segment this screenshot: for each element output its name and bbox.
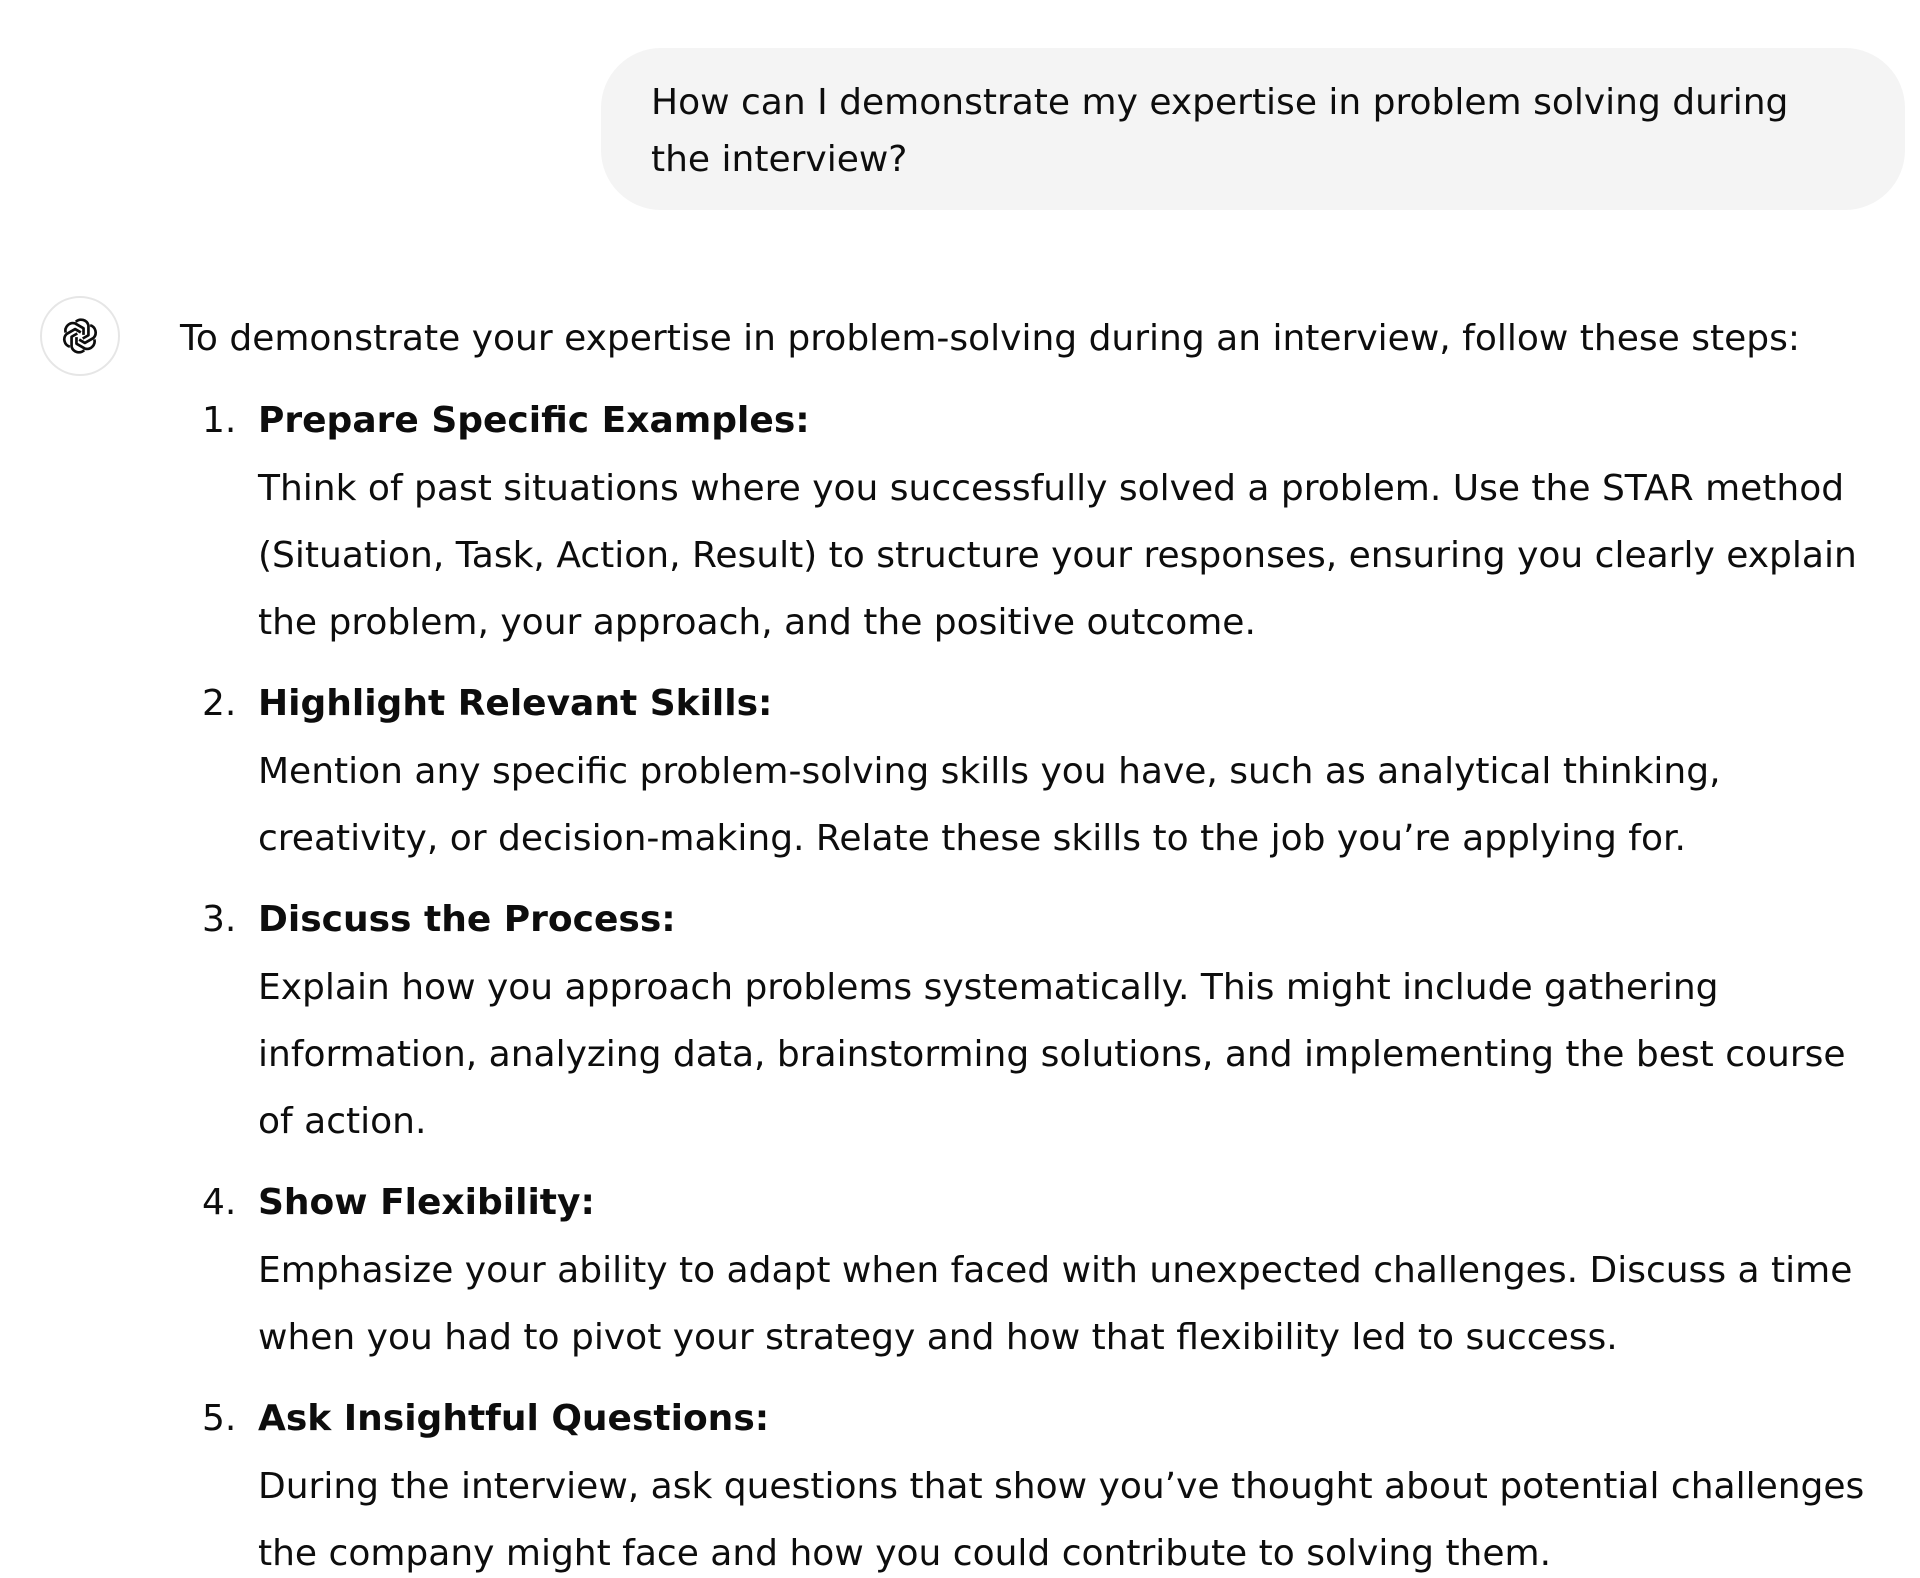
step-body: Emphasize your ability to adapt when faced with unexpected challenges. Discuss a time when you had to pivot your strategy and how that flexibility led to success. [258, 1250, 1853, 1358]
step-title: Ask Insightful Questions: [258, 1398, 770, 1439]
list-item [180, 674, 1880, 872]
step-number: 1. [202, 400, 237, 441]
step-number: 5. [202, 1398, 237, 1439]
assistant-avatar [40, 296, 120, 376]
list-item [180, 890, 1880, 1155]
response-intro: To demonstrate your expertise in problem-solving during an interview, follow these steps: [180, 318, 1800, 359]
list-item [180, 1173, 1880, 1371]
step-title: Show Flexibility: [258, 1182, 595, 1223]
list-item [180, 391, 1880, 656]
user-message-bubble [601, 48, 1905, 210]
steps-list [180, 391, 1880, 1578]
step-body: Mention any specific problem-solving skills you have, such as analytical thinking, creativity, or decision-making. Relate these skills to the job you’re applying for. [258, 751, 1721, 859]
step-body: Explain how you approach problems systematically. This might include gathering information, analyzing data, brainstorming solutions, and implementing the best course of action. [258, 967, 1846, 1142]
assistant-response [180, 309, 1880, 1578]
step-title: Discuss the Process: [258, 899, 676, 940]
step-title: Highlight Relevant Skills: [258, 683, 773, 724]
user-message-text: How can I demonstrate my expertise in problem solving during the interview? [651, 82, 1789, 180]
step-body: Think of past situations where you successfully solved a problem. Use the STAR method (Situation, Task, Action, Result) to structure your responses, ensuring you clearly explain the problem, your approach, and the positive outcome. [258, 468, 1857, 643]
step-body: During the interview, ask questions that show you’ve thought about potential challenges the company might face and how you could contribute to solving them. [258, 1466, 1865, 1574]
step-number: 3. [202, 899, 237, 940]
openai-logo-icon [57, 313, 103, 359]
step-number: 2. [202, 683, 237, 724]
step-title: Prepare Specific Examples: [258, 400, 810, 441]
list-item [180, 1389, 1880, 1578]
step-number: 4. [202, 1182, 237, 1223]
